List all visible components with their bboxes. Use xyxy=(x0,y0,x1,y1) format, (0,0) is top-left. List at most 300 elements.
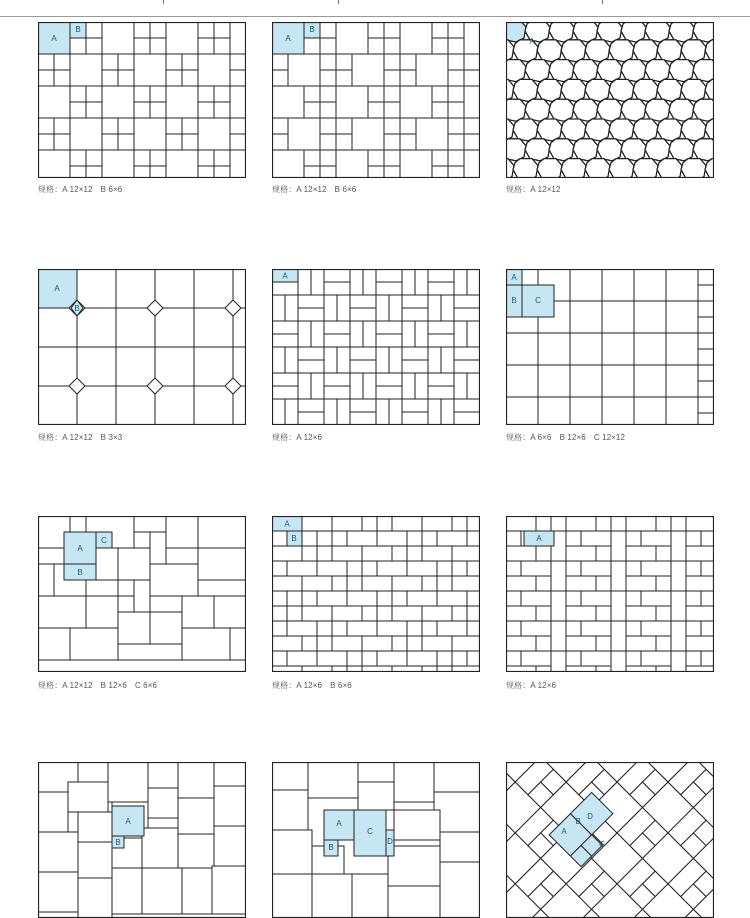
tile-piece xyxy=(609,40,634,62)
tile-piece xyxy=(336,134,352,150)
tile-piece xyxy=(549,99,574,121)
tile-piece xyxy=(521,651,551,666)
tile-piece xyxy=(566,606,596,621)
tile-piece xyxy=(320,134,336,150)
tile-piece xyxy=(561,119,586,141)
tile-piece xyxy=(454,360,480,373)
tile-piece xyxy=(155,308,194,347)
tile-piece xyxy=(38,386,77,425)
pattern-7-caption: 规格：A 12×12 B 12×6 C 6×6 xyxy=(38,680,157,691)
top-tick xyxy=(602,0,603,4)
tile-piece xyxy=(602,333,634,365)
tile-piece xyxy=(350,321,363,347)
tile-piece xyxy=(537,159,562,178)
tile-piece xyxy=(448,150,464,166)
tile-piece xyxy=(698,381,714,397)
tile-piece xyxy=(102,54,118,70)
tile-piece xyxy=(402,308,428,321)
tile-piece xyxy=(118,596,134,612)
tile-piece xyxy=(38,660,246,672)
tile-piece xyxy=(362,576,392,591)
tile-piece xyxy=(272,150,304,178)
tile-piece xyxy=(573,99,598,121)
tile-piece xyxy=(686,606,714,621)
tile-piece xyxy=(86,580,118,596)
tile-piece xyxy=(350,360,376,373)
tile-piece xyxy=(448,166,464,178)
tile-piece xyxy=(38,308,77,347)
tile-piece xyxy=(324,334,350,347)
top-divider xyxy=(0,0,750,17)
tile-label-a: A xyxy=(77,544,83,553)
tile-piece xyxy=(467,531,480,546)
tile-piece xyxy=(698,349,714,365)
tile-piece xyxy=(304,150,320,166)
tile-piece xyxy=(317,591,347,606)
tile-piece xyxy=(452,606,480,621)
tile-piece xyxy=(402,321,415,347)
tile-piece xyxy=(320,102,336,118)
tile-piece xyxy=(669,139,694,161)
tile-piece xyxy=(454,308,480,321)
tile-piece xyxy=(298,269,311,295)
tile-piece xyxy=(332,636,362,651)
tile-piece xyxy=(428,373,454,386)
tile-piece xyxy=(634,397,666,425)
tile-piece xyxy=(415,269,428,295)
tile-piece xyxy=(551,561,566,591)
tile-piece xyxy=(298,360,324,373)
tile-piece xyxy=(693,99,714,121)
tile-piece xyxy=(230,118,246,134)
tile-piece xyxy=(415,321,428,347)
tile-piece xyxy=(214,38,230,54)
tile-piece xyxy=(304,38,320,54)
tile-piece xyxy=(112,868,142,914)
pattern-5-tile xyxy=(272,269,480,425)
tile-piece xyxy=(464,70,480,86)
tile-piece xyxy=(272,118,288,134)
tile-piece xyxy=(320,150,336,166)
tile-label-b: B xyxy=(115,838,120,847)
tile-piece xyxy=(272,295,285,321)
tile-piece xyxy=(350,399,376,412)
tile-piece xyxy=(212,866,246,914)
tile-label-a: A xyxy=(284,520,290,529)
tile-piece xyxy=(626,636,656,651)
tile-piece xyxy=(347,621,377,636)
tile-piece xyxy=(566,576,596,591)
tile-piece xyxy=(376,282,402,295)
tile-piece xyxy=(394,810,440,840)
tile-piece xyxy=(376,295,389,321)
tile-piece xyxy=(416,54,448,86)
tile-piece xyxy=(551,591,566,621)
tile-piece xyxy=(641,531,671,546)
tile-piece xyxy=(287,561,317,576)
tile-piece xyxy=(573,139,598,161)
tile-piece xyxy=(394,762,434,802)
tile-piece xyxy=(467,591,480,606)
tile-piece xyxy=(384,118,400,134)
tile-piece xyxy=(77,308,116,347)
tile-piece xyxy=(551,621,566,651)
tile-piece xyxy=(198,118,230,150)
tile-piece xyxy=(377,561,407,576)
tile-piece xyxy=(86,596,118,628)
tile-piece xyxy=(134,102,150,118)
tile-piece xyxy=(78,812,112,842)
tile-piece xyxy=(102,86,134,118)
tile-piece xyxy=(155,386,194,425)
tile-piece xyxy=(336,70,352,86)
tile-piece xyxy=(336,150,368,178)
tile-piece xyxy=(506,60,526,82)
tile-piece xyxy=(368,22,384,38)
tile-piece xyxy=(363,321,376,347)
tile-piece xyxy=(621,99,646,121)
tile-piece xyxy=(566,636,596,651)
tile-piece xyxy=(272,874,312,918)
tile-piece xyxy=(402,295,428,308)
tile-piece xyxy=(78,762,108,782)
tile-piece xyxy=(368,102,384,118)
tile-piece xyxy=(134,532,150,548)
tile-piece xyxy=(272,347,285,373)
tile-piece xyxy=(134,22,150,38)
tile-piece xyxy=(428,399,441,425)
tile-piece xyxy=(272,651,287,666)
tile-piece xyxy=(671,531,686,561)
tile-piece xyxy=(230,628,246,660)
tile-label-a: A xyxy=(336,819,342,828)
tile-piece xyxy=(70,86,86,102)
tile-piece xyxy=(320,70,336,86)
pattern-9-tile xyxy=(506,516,714,672)
tile-piece xyxy=(118,612,150,644)
highlight-piece xyxy=(506,22,526,42)
tile-label-b: B xyxy=(309,25,314,34)
tile-piece xyxy=(597,60,622,82)
tile-piece xyxy=(525,139,550,161)
pattern-6-tile xyxy=(506,269,714,425)
tile-piece xyxy=(70,102,86,118)
tile-piece xyxy=(150,612,182,644)
tile-piece xyxy=(634,301,666,333)
tile-piece xyxy=(467,651,480,666)
tile-piece xyxy=(506,516,536,531)
tile-piece xyxy=(198,102,214,118)
pattern-6-caption: 规格：A 6×6 B 12×6 C 12×12 xyxy=(506,432,625,443)
tile-piece xyxy=(54,134,70,150)
tile-piece xyxy=(392,606,422,621)
tile-piece xyxy=(437,621,467,636)
tile-piece xyxy=(347,591,377,606)
tile-piece xyxy=(166,150,198,178)
tile-piece xyxy=(166,54,182,70)
tile-piece xyxy=(311,321,324,347)
tile-piece xyxy=(182,596,214,628)
tile-piece xyxy=(272,54,288,70)
tile-piece xyxy=(641,621,671,636)
tile-piece xyxy=(347,531,377,546)
tile-piece xyxy=(452,546,480,561)
tile-piece xyxy=(362,636,392,651)
tile-piece xyxy=(633,159,658,178)
tile-piece xyxy=(324,269,350,282)
tile-piece xyxy=(298,347,324,360)
tile-piece xyxy=(214,166,230,178)
tile-piece xyxy=(272,762,308,790)
tile-piece xyxy=(182,118,198,134)
tile-piece xyxy=(693,22,714,42)
tile-piece xyxy=(428,295,441,321)
tile-piece xyxy=(611,621,626,651)
tile-piece xyxy=(402,269,415,295)
tile-piece xyxy=(134,86,150,102)
tile-piece xyxy=(698,301,714,317)
tile-piece xyxy=(194,269,233,308)
tile-piece xyxy=(298,412,324,425)
tile-piece xyxy=(272,134,288,150)
tile-piece xyxy=(298,373,311,399)
tile-piece xyxy=(645,22,670,42)
tile-piece xyxy=(561,159,586,178)
tile-piece xyxy=(272,321,298,334)
tile-piece xyxy=(602,269,634,301)
tile-piece xyxy=(376,269,402,282)
tile-piece xyxy=(693,60,714,82)
tile-piece xyxy=(38,70,54,86)
tile-piece xyxy=(384,102,400,118)
tile-piece xyxy=(368,166,384,178)
diagonal-grid xyxy=(506,762,714,918)
tile-piece xyxy=(581,531,611,546)
tile-piece xyxy=(363,269,376,295)
tile-piece xyxy=(166,118,182,134)
pattern-3-tile xyxy=(506,22,714,178)
tile-piece xyxy=(376,373,402,386)
tile-piece xyxy=(272,561,287,576)
tile-piece xyxy=(602,301,634,333)
tile-piece xyxy=(448,102,464,118)
tile-piece xyxy=(272,546,302,561)
tile-piece xyxy=(116,347,155,386)
tile-piece xyxy=(320,86,336,102)
tile-piece xyxy=(521,591,551,606)
tile-piece xyxy=(324,373,350,386)
tile-piece xyxy=(304,166,320,178)
tile-piece xyxy=(332,546,362,561)
tile-piece xyxy=(376,321,402,334)
tile-piece xyxy=(705,79,714,101)
tile-piece xyxy=(416,118,448,150)
tile-piece xyxy=(506,606,536,621)
tile-piece xyxy=(657,159,682,178)
tile-piece xyxy=(38,872,78,912)
tile-label-c: C xyxy=(599,840,605,849)
tile-label-a: A xyxy=(511,273,517,282)
tile-piece xyxy=(400,86,432,118)
tile-piece xyxy=(621,60,646,82)
tile-piece xyxy=(581,561,611,576)
tile-piece xyxy=(392,576,422,591)
tile-piece xyxy=(214,786,246,826)
tile-piece xyxy=(422,546,452,561)
tile-piece xyxy=(148,788,178,818)
tile-piece xyxy=(214,762,246,786)
tile-label-a: A xyxy=(561,827,567,836)
tile-piece xyxy=(320,54,336,70)
pattern-3-caption: 规格：A 12×12 xyxy=(506,184,561,195)
tile-piece xyxy=(400,54,416,70)
tile-piece xyxy=(513,79,538,101)
tile-piece xyxy=(54,118,70,134)
tile-piece xyxy=(38,792,68,832)
tile-piece xyxy=(134,118,166,150)
tile-label-b: B xyxy=(511,296,516,305)
tile-piece xyxy=(538,397,570,425)
tile-piece xyxy=(400,134,416,150)
tile-piece xyxy=(384,22,400,38)
tile-piece xyxy=(448,54,464,70)
tile-piece xyxy=(182,54,198,70)
pattern-12-tile xyxy=(506,762,714,906)
tile-piece xyxy=(166,134,182,150)
tile-label-a: A xyxy=(536,534,542,543)
tile-piece xyxy=(597,139,622,161)
tile-piece xyxy=(389,399,402,425)
tile-piece xyxy=(332,606,362,621)
tile-piece xyxy=(464,22,480,54)
tile-piece xyxy=(537,119,562,141)
tile-piece xyxy=(657,119,682,141)
tile-piece xyxy=(272,70,288,86)
tile-piece xyxy=(298,295,324,308)
tile-piece xyxy=(566,546,596,561)
tile-piece xyxy=(448,118,464,134)
tile-piece xyxy=(693,139,714,161)
tile-piece xyxy=(452,636,480,651)
tile-piece xyxy=(384,70,400,86)
tile-piece xyxy=(597,99,622,121)
tile-piece xyxy=(570,269,602,301)
tile-piece xyxy=(38,118,54,134)
tile-piece xyxy=(358,762,394,782)
tile-piece xyxy=(506,139,526,161)
tile-piece xyxy=(570,365,602,397)
tile-piece xyxy=(384,150,400,166)
tile-piece xyxy=(402,347,428,360)
tile-piece xyxy=(285,295,298,321)
tile-piece xyxy=(317,651,347,666)
tile-piece xyxy=(38,564,54,596)
tile-piece xyxy=(298,399,324,412)
tile-piece xyxy=(467,561,480,576)
tile-piece xyxy=(54,54,70,70)
tile-piece xyxy=(230,54,246,70)
tile-piece xyxy=(705,40,714,62)
tile-piece xyxy=(389,347,402,373)
tile-piece xyxy=(626,516,656,531)
tile-piece xyxy=(336,22,368,54)
tile-piece xyxy=(666,269,698,301)
tile-piece xyxy=(214,150,230,166)
tile-piece xyxy=(698,285,714,301)
tile-piece xyxy=(214,86,230,102)
tile-piece xyxy=(317,561,347,576)
tile-piece xyxy=(669,99,694,121)
tile-piece xyxy=(513,119,538,141)
tile-piece xyxy=(198,54,230,86)
tile-piece xyxy=(671,651,686,672)
tile-piece xyxy=(407,591,437,606)
tile-piece xyxy=(686,636,714,651)
tile-piece xyxy=(506,365,538,397)
tile-piece xyxy=(384,86,400,102)
tile-piece xyxy=(272,591,287,606)
tile-piece xyxy=(86,150,102,166)
tile-piece xyxy=(698,317,714,333)
tile-piece xyxy=(626,606,656,621)
tile-piece xyxy=(626,546,656,561)
tile-piece xyxy=(454,373,467,399)
tile-piece xyxy=(506,636,536,651)
tile-piece xyxy=(155,347,194,386)
tile-piece xyxy=(134,516,166,532)
tile-piece xyxy=(118,70,134,86)
tile-piece xyxy=(38,54,54,70)
tile-piece xyxy=(701,621,714,636)
tile-piece xyxy=(633,40,658,62)
tile-piece xyxy=(86,22,102,38)
tile-label-b: B xyxy=(291,534,296,543)
tile-piece xyxy=(336,118,352,134)
tile-piece xyxy=(336,54,352,70)
tile-piece xyxy=(448,70,464,86)
tile-piece xyxy=(464,150,480,178)
tile-piece xyxy=(609,79,634,101)
tile-piece xyxy=(118,580,134,596)
tile-piece xyxy=(272,386,298,399)
pattern-4-caption: 规格：A 12×12 B 3×3 xyxy=(38,432,122,443)
tile-piece xyxy=(230,22,246,54)
tile-piece xyxy=(666,301,698,333)
tile-piece xyxy=(272,334,298,347)
tile-piece xyxy=(166,22,198,54)
tile-piece xyxy=(376,386,402,399)
tile-piece xyxy=(549,60,574,82)
tile-piece xyxy=(698,333,714,349)
tile-piece xyxy=(407,561,437,576)
tile-piece xyxy=(302,576,332,591)
tile-piece xyxy=(464,86,480,118)
tile-piece xyxy=(671,591,686,621)
tile-piece xyxy=(701,591,714,606)
tile-piece xyxy=(166,516,198,548)
tile-piece xyxy=(230,70,246,86)
tile-piece xyxy=(285,399,298,425)
tile-piece xyxy=(102,70,118,86)
tile-piece xyxy=(686,576,714,591)
tile-piece xyxy=(454,347,480,360)
tile-piece xyxy=(38,628,70,660)
tile-label-a: A xyxy=(529,37,535,46)
tile-piece xyxy=(70,516,86,532)
pattern-7-tile xyxy=(38,516,246,672)
tile-piece xyxy=(609,159,634,178)
pattern-8-caption: 规格：A 12×6 B 6×6 xyxy=(272,680,352,691)
